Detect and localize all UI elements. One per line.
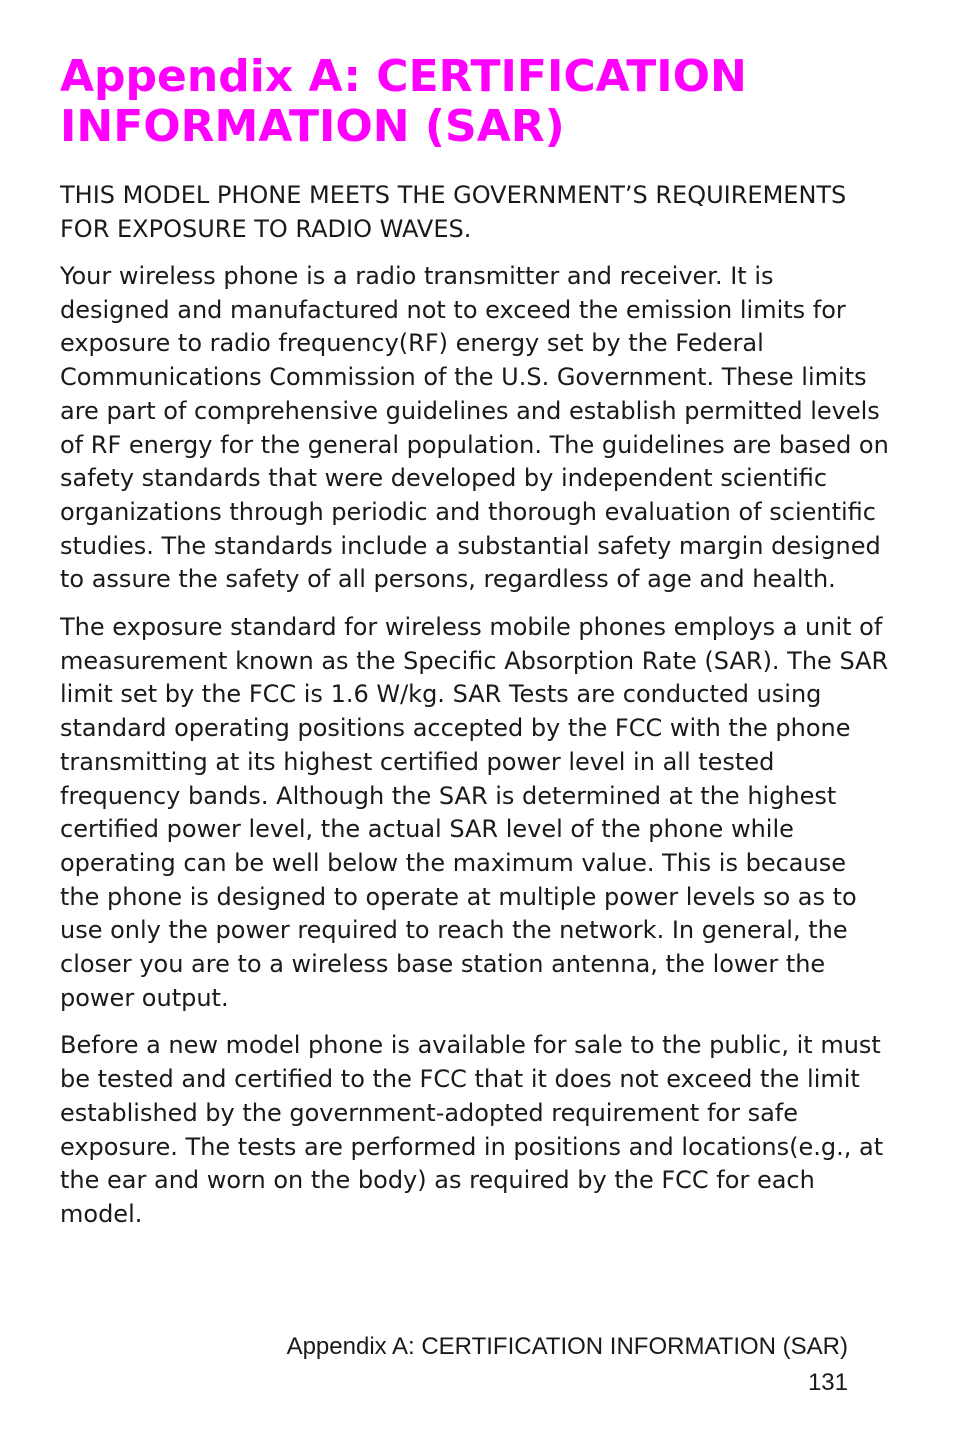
paragraph-fcc-testing: Before a new model phone is available for sale to the public, it must be tested and certified to the FCC that it does not exceed the limit established by the government-adopted requirement for safe exposure. The tests are performed in positions and locations(e.g., at the ear and worn on the body) as required by the FCC for each model. — [60, 1031, 884, 1228]
footer-section-title: Appendix A: CERTIFICATION INFORMATION (SAR) — [286, 1333, 848, 1360]
footer-page-number: 131 — [807, 1369, 848, 1396]
document-page — [60, 0, 890, 1232]
intro-statement: THIS MODEL PHONE MEETS THE GOVERNMENT’S REQUIREMENTS FOR EXPOSURE TO RADIO WAVES. — [60, 181, 847, 243]
page-title: Appendix A: CERTIFICATION INFORMATION (SAR) — [60, 51, 747, 152]
paragraph-rf-exposure: Your wireless phone is a radio transmitter and receiver. It is designed and manufactured not to exceed the emission limits for exposure to radio frequency(RF) energy set by the Federal Communications Commission of the U.S. Government. These limits are part of comprehensive guidelines and establish permitted levels of RF energy for the general population. The guidelines are based on safety standards that were developed by independent scientific organizations through periodic and thorough evaluation of scientific studies. The standards include a substantial safety margin designed to assure the safety of all persons, regardless of age and health. — [60, 262, 889, 594]
paragraph-sar-standard: The exposure standard for wireless mobile phones employs a unit of measurement known as the Specific Absorption Rate (SAR). The SAR limit set by the FCC is 1.6 W/kg. SAR Tests are conducted using standard operating positions accepted by the FCC with the phone transmitting at its highest certified power level in all tested frequency bands. Although the SAR is determined at the highest certified power level, the actual SAR level of the phone while operating can be well below the maximum value. This is because the phone is designed to operate at multiple power levels so as to use only the power required to reach the network. In general, the closer you are to a wireless base station antenna, the lower the power output. — [60, 613, 889, 1012]
